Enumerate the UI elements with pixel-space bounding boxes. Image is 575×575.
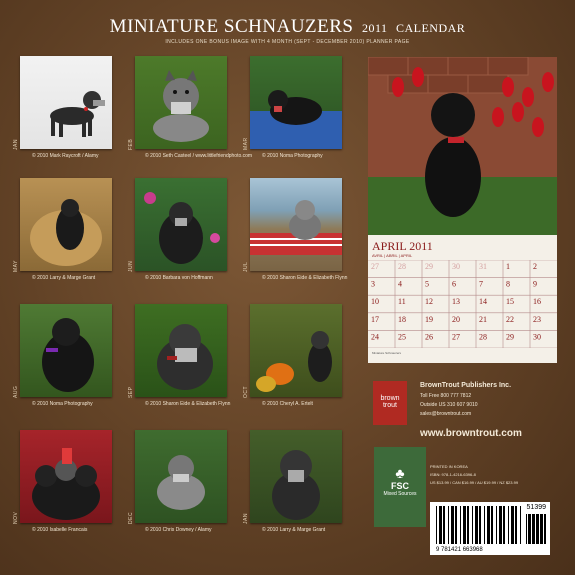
calendar-day: 27 [371,262,379,271]
calendar-day: 18 [398,314,406,324]
calendar-day: 21 [479,314,487,324]
credit-feb: © 2010 Seth Casteel / www.littlefriendphoto.com [145,153,253,159]
page-title: MINIATURE SCHNAUZERS 2011 CALENDAR [109,16,466,37]
thumbnail-nov [20,430,112,523]
calendar-day: 28 [398,262,406,271]
barcode [430,502,550,555]
calendar-month-translations: AVRIL | ABRIL | APRIL [372,253,413,258]
fsc-badge: ♣ FSC Mixed Sources [374,447,426,527]
calendar-day: 12 [425,297,433,307]
calendar-day: 30 [452,262,460,271]
credit-bonus: © 2010 Larry & Marge Grant [262,527,326,533]
thumbnail-may [20,178,112,271]
publisher-email: sales@browntrout.com [420,411,472,417]
month-label-nov: NOV [13,511,19,524]
browntrout-logo: brown trout [373,381,407,425]
calendar-day: 3 [371,279,375,289]
credit-may: © 2010 Larry & Marge Grant [32,275,96,281]
credit-nov: © 2010 Isabelle Francais [32,527,88,533]
thumbnail-bonus [250,430,342,523]
subtitle: INCLUDES ONE BONUS IMAGE WITH 4 MONTH (SEPT - DECEMBER 2010) PLANNER PAGE [165,39,410,45]
month-label-dec: DEC [128,511,134,524]
calendar-day: 5 [425,279,429,289]
month-label-feb: FEB [128,138,134,150]
publisher-tollfree: Toll Free 800 777 7812 [420,393,472,399]
month-label-sep: SEP [128,386,134,398]
credit-jan: © 2010 Mark Raycroft / Alamy [32,153,99,159]
printed-in: PRINTED IN KOREA [430,464,468,469]
calendar-day: 23 [533,314,541,324]
calendar-day: 14 [479,297,487,307]
month-label-jul: JUL [243,261,249,272]
prices: US $13.99 / CAN $16.99 / AU $19.99 / NZ $23.99 [430,480,519,485]
barcode-number: 9 781421 663968 [436,547,483,553]
publisher-url: www.browntrout.com [420,428,522,439]
thumbnail-jul [250,178,342,271]
credit-oct: © 2010 Cheryl A. Ertelt [262,401,313,407]
calendar-footer: Miniature Schnauzers [372,351,402,355]
month-label-oct: OCT [243,385,249,398]
credit-aug: © 2010 Noma Photography [32,401,93,407]
calendar-day: 28 [479,332,487,342]
price-code: 51399 [526,504,546,511]
month-label-jan: JAN [13,139,19,150]
calendar-grid [368,260,557,348]
calendar-day: 8 [506,279,510,289]
calendar-day: 10 [371,297,379,307]
calendar-day: 9 [533,279,537,289]
thumbnail-feb [135,56,227,149]
month-label-aug: AUG [13,385,19,398]
calendar-day: 13 [452,297,460,307]
calendar-day: 31 [479,262,487,271]
calendar-day: 29 [506,332,514,342]
calendar-day: 30 [533,332,541,342]
credit-jul: © 2010 Sharon Eide & Elizabeth Flynn [262,275,348,281]
calendar-day: 1 [506,262,510,271]
calendar-day: 7 [479,279,483,289]
calendar-day: 26 [425,332,433,342]
calendar-month: APRIL 2011 [372,239,433,253]
publisher-name: BrownTrout Publishers Inc. [420,382,512,389]
april-calendar [368,235,557,363]
calendar-day: 25 [398,332,406,342]
thumbnail-mar [250,56,342,149]
cover-photo [368,57,557,235]
calendar-day: 22 [506,314,514,324]
calendar-day: 17 [371,314,379,324]
credit-mar: © 2010 Noma Photography [262,153,323,159]
thumbnail-sep [135,304,227,397]
calendar-day: 15 [506,297,514,307]
month-label-may: MAY [13,260,19,272]
calendar-day: 29 [425,262,433,271]
calendar-day: 24 [371,332,379,342]
thumbnail-dec [135,430,227,523]
credit-dec: © 2010 Chris Downey / Alamy [145,527,212,533]
fsc-tree-icon: ♣ [395,465,405,481]
calendar-day: 20 [452,314,460,324]
calendar-day: 27 [452,332,460,342]
month-label-jun: JUN [128,260,134,272]
calendar-day: 4 [398,279,402,289]
calendar-day: 11 [398,297,406,307]
credit-sep: © 2010 Sharon Eide & Elizabeth Flynn [145,401,231,407]
publisher-outside: Outside US 310 607 9010 [420,402,478,408]
month-label-mar: MAR [243,137,249,150]
thumbnail-jan [20,56,112,149]
thumbnail-aug [20,304,112,397]
thumbnail-oct [250,304,342,397]
calendar-day: 2 [533,262,537,271]
credit-jun: © 2010 Barbara von Hoffmann [145,275,213,281]
month-label-bonus: JAN [243,513,249,524]
calendar-day: 6 [452,279,456,289]
calendar-day: 19 [425,314,433,324]
calendar-day: 16 [533,297,541,307]
isbn: ISBN: 978-1-4216-6396-8 [430,472,476,477]
thumbnail-jun [135,178,227,271]
